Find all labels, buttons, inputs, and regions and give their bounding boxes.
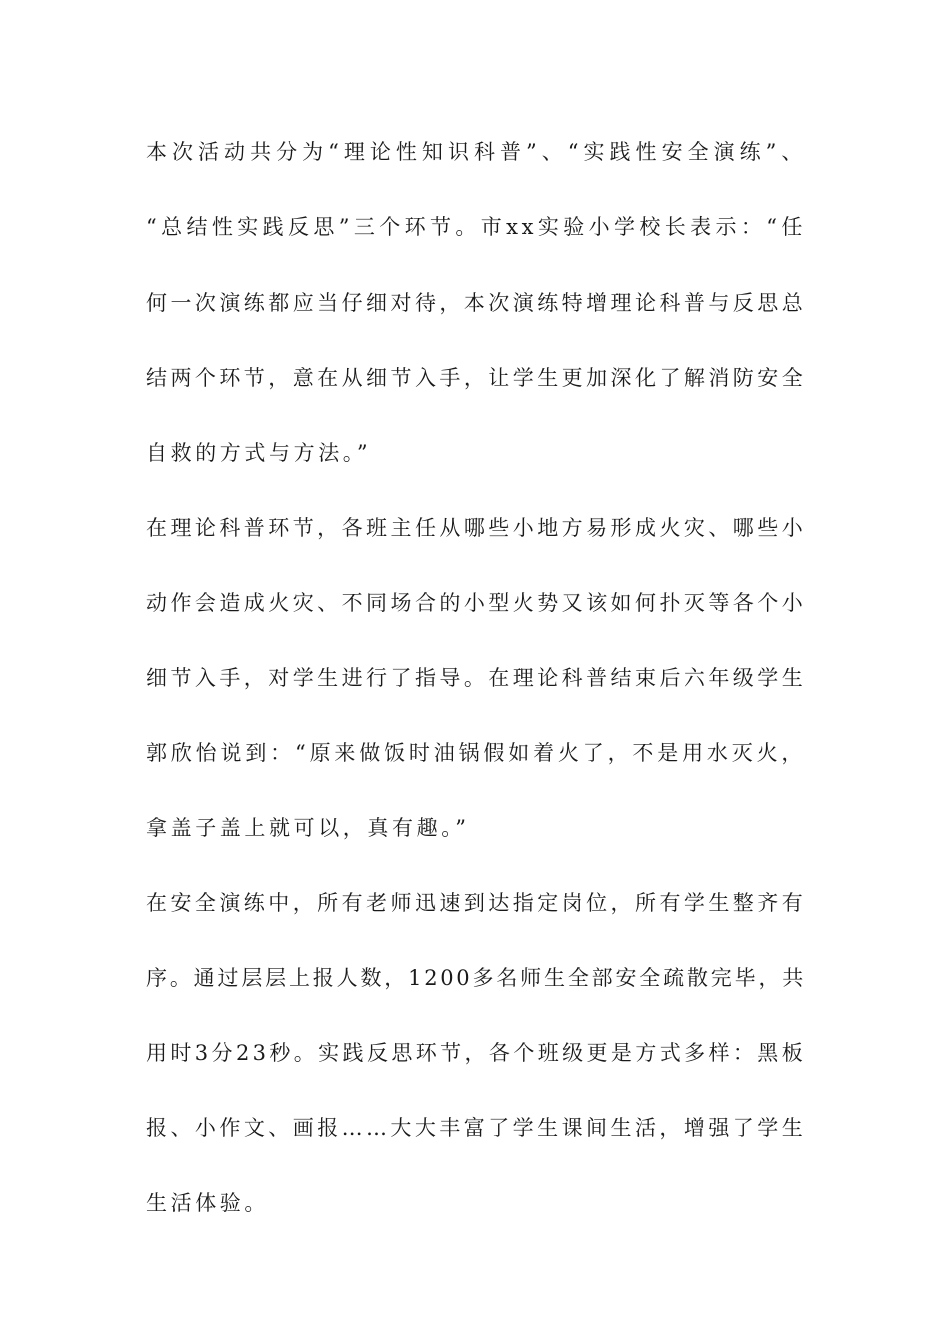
text-line: 结两个环节，意在从细节入手，让学生更加深化了解消防安全 bbox=[146, 366, 806, 390]
text-line: 在理论科普环节，各班主任从哪些小地方易形成火灾、哪些小 bbox=[146, 516, 806, 540]
text-line: 生活体验。 bbox=[146, 1191, 269, 1215]
text-line: 本次活动共分为“理论性知识科普”、“实践性安全演练”、 bbox=[146, 140, 806, 164]
text-line: 拿盖子盖上就可以，真有趣。” bbox=[146, 816, 470, 840]
text-line: “总结性实践反思”三个环节。市xx实验小学校长表示：“任 bbox=[146, 215, 806, 239]
text-line: 动作会造成火灾、不同场合的小型火势又该如何扑灭等各个小 bbox=[146, 591, 806, 615]
text-line: 在安全演练中，所有老师迅速到达指定岗位，所有学生整齐有 bbox=[146, 891, 806, 915]
text-line: 报、小作文、画报……大大丰富了学生课间生活，增强了学生 bbox=[146, 1116, 806, 1140]
text-line: 郭欣怡说到：“原来做饭时油锅假如着火了，不是用水灭火， bbox=[146, 741, 806, 765]
text-line: 自救的方式与方法。” bbox=[146, 441, 372, 465]
text-line: 用时3分23秒。实践反思环节，各个班级更是方式多样：黑板 bbox=[146, 1041, 806, 1065]
text-line: 细节入手，对学生进行了指导。在理论科普结束后六年级学生 bbox=[146, 666, 806, 690]
text-line: 何一次演练都应当仔细对待，本次演练特增理论科普与反思总 bbox=[146, 291, 806, 315]
text-line: 序。通过层层上报人数，1200多名师生全部安全疏散完毕，共 bbox=[146, 966, 806, 990]
